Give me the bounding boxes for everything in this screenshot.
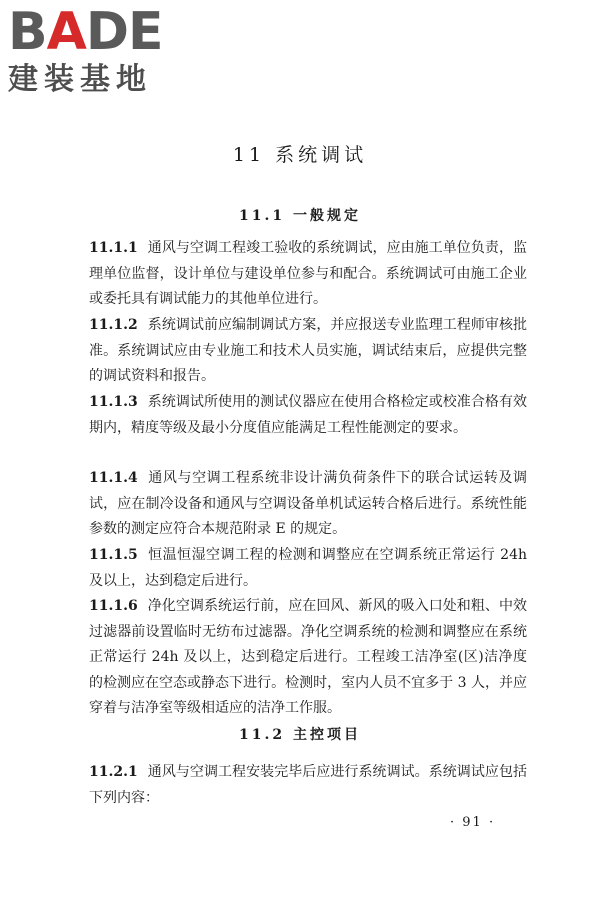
clause-text: 通风与空调工程系统非设计满负荷条件下的联合试运转及调试，应在制冷设备和通风与空调设备单机试运转合格后进行。系统性能参数的测定应符合本规范附录 E 的规定。 [89, 470, 527, 537]
section-title-general-provisions: 11.1 一般规定 [239, 208, 361, 224]
clause-number: 11.1.1 [89, 240, 138, 256]
logo-letters-de: DE [85, 2, 163, 62]
clause-number: 11.1.3 [89, 394, 138, 410]
clause-number: 11.1.4 [89, 470, 138, 486]
chapter-title: 11 系统调试 [232, 144, 368, 166]
clause-text: 通风与空调工程安装完毕后应进行系统调试。系统调试应包括下列内容： [89, 764, 527, 806]
clause-number: 11.1.2 [89, 317, 138, 333]
clause-11-1-1 [89, 236, 527, 313]
clause-11-1-4 [89, 466, 527, 543]
clause-text: 通风与空调工程竣工验收的系统调试，应由施工单位负责，监理单位监督，设计单位与建设单位参与和配合。系统调试可由施工企业或委托具有调试能力的其他单位进行。 [89, 240, 527, 307]
publisher-logo [8, 4, 178, 98]
clause-text: 系统调试所使用的测试仪器应在使用合格检定或校准合格有效期内，精度等级及最小分度值应能满足工程性能测定的要求。 [89, 394, 527, 436]
section-title-main-control-items: 11.2 主控项目 [239, 727, 361, 743]
logo-wordmark [8, 4, 178, 60]
clause-11-2-1 [89, 760, 527, 811]
clause-number: 11.1.5 [89, 547, 138, 563]
clause-text: 净化空调系统运行前，应在回风、新风的吸入口处和粗、中效过滤器前设置临时无纺布过滤器。净化空调系统的检测和调整应在系统正常运行 24h 及以上，达到稳定后进行。工程竣工洁净室(区)洁净度的检测应在空态或静态下进行。检测时，室内人员不宜多于 3 人，并应穿着与洁净室等级相适应的洁净工作服。 [89, 598, 527, 716]
clause-text: 恒温恒湿空调工程的检测和调整应在空调系统正常运行 24h 及以上，达到稳定后进行。 [89, 547, 527, 589]
clause-11-1-5 [89, 543, 527, 594]
logo-letter-a: A [46, 2, 86, 62]
clause-number: 11.2.1 [89, 764, 138, 780]
clause-11-1-2 [89, 313, 527, 390]
clause-number: 11.1.6 [89, 598, 138, 614]
clause-11-1-3 [89, 390, 527, 441]
page-number: · 91 · [450, 815, 496, 830]
clause-text: 系统调试前应编制调试方案，并应报送专业监理工程师审核批准。系统调试应由专业施工和技术人员实施，调试结束后，应提供完整的调试资料和报告。 [89, 317, 527, 384]
logo-subtitle: 建装基地 [8, 62, 152, 97]
logo-letter-b: B [8, 2, 47, 62]
clause-11-1-6 [89, 594, 527, 722]
